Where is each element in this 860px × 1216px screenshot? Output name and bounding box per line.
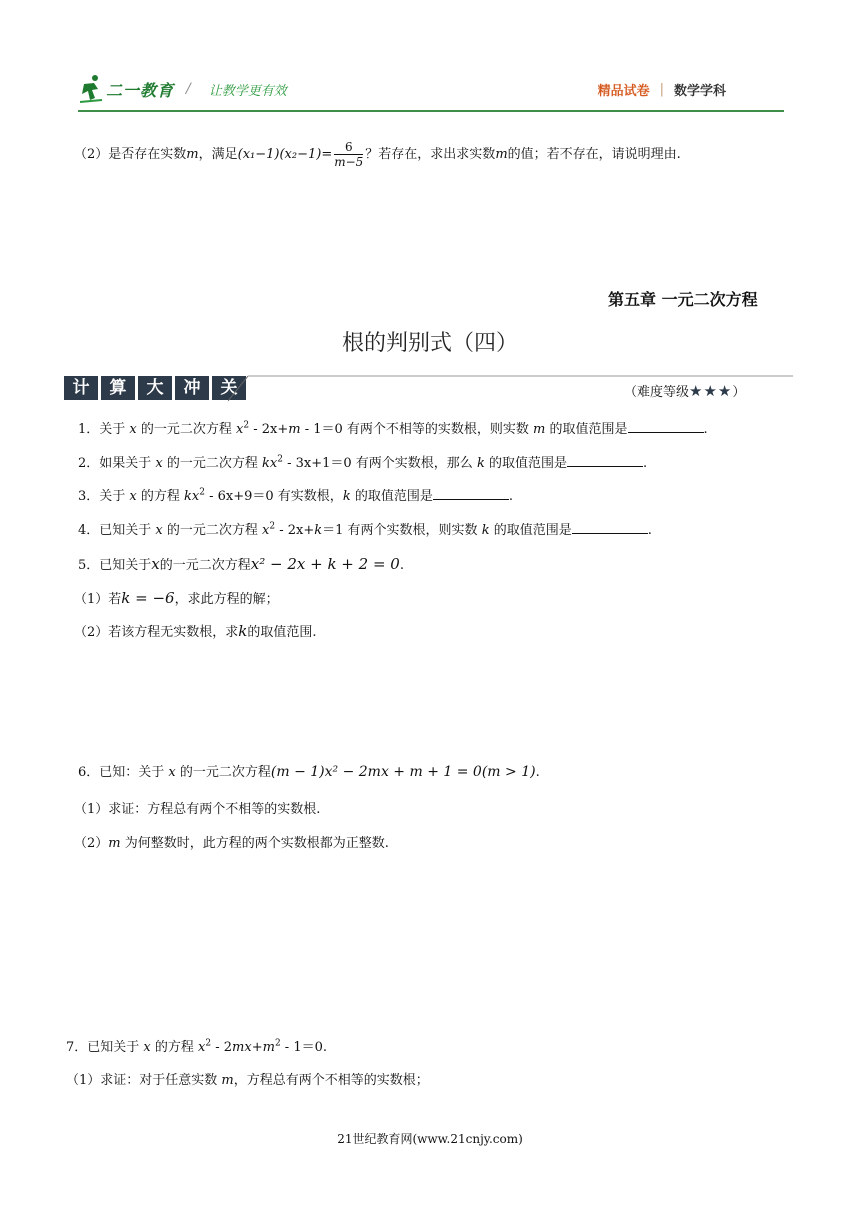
logo-slogan: 让教学更有效 bbox=[208, 83, 287, 99]
header-label: 精品试卷 bbox=[597, 84, 650, 99]
frac-num: 6 bbox=[334, 140, 363, 155]
var: k bbox=[238, 622, 248, 640]
page-footer: 21世纪教育网(www.21cnjy.com) bbox=[337, 1132, 523, 1146]
page-title: 根的判别式（四） bbox=[341, 331, 518, 356]
var: m bbox=[221, 1073, 234, 1088]
var: x bbox=[168, 765, 176, 780]
question-7-part1 bbox=[66, 1071, 429, 1091]
banner-char: 大 bbox=[138, 376, 172, 400]
text: 为何整数时，此方程的两个实数根都为正整数. bbox=[120, 836, 389, 851]
difficulty-label: （难度等级 bbox=[624, 385, 690, 400]
text: 的方程 bbox=[150, 1040, 199, 1055]
var: k bbox=[314, 523, 323, 538]
header-logo bbox=[78, 72, 287, 106]
formula: x² − 2x + k + 2 = 0 bbox=[250, 555, 400, 573]
header-separator: | bbox=[659, 82, 664, 97]
var: x bbox=[262, 523, 270, 538]
difficulty-close: ） bbox=[732, 385, 746, 400]
text: ，满足 bbox=[198, 147, 238, 162]
text: ，方程总有两个不相等的实数根； bbox=[233, 1073, 429, 1088]
text: ？若存在，求出求实数 bbox=[365, 147, 496, 162]
var: m bbox=[533, 422, 546, 437]
var: m bbox=[186, 147, 199, 162]
text: （1）若 bbox=[74, 592, 122, 607]
text: 7．已知关于 bbox=[66, 1040, 144, 1055]
header-divider bbox=[78, 110, 784, 112]
text: . bbox=[647, 523, 652, 538]
var: mx bbox=[232, 1040, 252, 1055]
text: - 2x+ bbox=[275, 523, 315, 538]
text: （2）若该方程无实数根，求 bbox=[74, 625, 239, 640]
var: x bbox=[191, 489, 200, 504]
header-right bbox=[598, 80, 726, 99]
text: 的一元二次方程 bbox=[136, 422, 237, 437]
text: 的取值范围是 bbox=[350, 489, 433, 504]
var: x bbox=[236, 422, 244, 437]
text: 的一元二次方程 bbox=[159, 558, 251, 573]
text: （2）是否存在实数 bbox=[74, 147, 187, 162]
difficulty-rating bbox=[624, 381, 745, 400]
fraction bbox=[334, 140, 363, 169]
answer-blank[interactable] bbox=[433, 485, 509, 500]
section-banner bbox=[64, 376, 249, 400]
question-6-part1: （1）求证：方程总有两个不相等的实数根. bbox=[74, 802, 321, 817]
var: m bbox=[288, 422, 301, 437]
var: k bbox=[342, 489, 351, 504]
text: 的取值范围. bbox=[247, 625, 317, 640]
text: 1．关于 bbox=[78, 422, 130, 437]
text: - 3x+1＝0 有两个实数根，那么 bbox=[282, 456, 477, 471]
text: 3．关于 bbox=[78, 489, 130, 504]
var: k bbox=[262, 456, 270, 471]
var: x bbox=[129, 422, 137, 437]
question-3: 3．关于 x 的方程 $kx^2 - 6x+9=0$ 有实数根，k 的取值范围是 . bbox=[78, 485, 513, 507]
text: 的一元二次方程 bbox=[175, 765, 271, 780]
star-icon: ★★★ bbox=[689, 382, 733, 400]
text: 6．已知：关于 bbox=[78, 765, 169, 780]
question-6 bbox=[78, 762, 540, 783]
text: . bbox=[642, 456, 648, 471]
var: x bbox=[155, 523, 163, 538]
text: - 2x+ bbox=[249, 422, 289, 437]
prev-question-part2 bbox=[74, 140, 681, 169]
text: ，求此方程的解； bbox=[174, 592, 279, 607]
text: - 1＝0 有两个不相等的实数根，则实数 bbox=[300, 422, 534, 437]
text: 2．如果关于 bbox=[78, 456, 156, 471]
text: . bbox=[535, 765, 540, 780]
var: m bbox=[495, 147, 508, 162]
logo-slash: / bbox=[186, 81, 191, 97]
text: 4．已知关于 bbox=[78, 523, 156, 538]
var: k bbox=[184, 489, 192, 504]
banner-char: 关 bbox=[212, 376, 246, 400]
text: （2） bbox=[74, 836, 109, 851]
text: . bbox=[508, 489, 513, 504]
var: x bbox=[151, 555, 160, 573]
question-6-part2 bbox=[74, 834, 389, 854]
banner-char: 算 bbox=[101, 376, 135, 400]
chapter-heading: 第五章 一元二次方程 bbox=[608, 290, 758, 309]
text: 的取值范围是 bbox=[484, 456, 567, 471]
banner-char: 冲 bbox=[175, 376, 209, 400]
question-4: 4．已知关于 x 的一元二次方程 $x^2 - 2x+k=1$ 有两个实数根，则实数 k 的取值范围是 . bbox=[78, 519, 652, 541]
question-7: 7．已知关于 x 的方程 $x^2 - 2mx+m^2 - 1=0$. bbox=[66, 1038, 328, 1055]
formula: (x₁−1)(x₂−1)= bbox=[237, 147, 333, 162]
header-subject: 数学学科 bbox=[673, 84, 726, 99]
text: 的一元二次方程 bbox=[162, 456, 263, 471]
text: . bbox=[399, 558, 404, 573]
text: - 2 bbox=[211, 1040, 233, 1055]
var: x bbox=[198, 1040, 206, 1055]
var: x bbox=[269, 456, 278, 471]
var: m bbox=[262, 1040, 275, 1055]
var: k bbox=[476, 456, 485, 471]
text: ＝1 有两个实数根，则实数 bbox=[322, 523, 482, 538]
text: - 1＝0. bbox=[280, 1040, 328, 1055]
text: 的取值范围是 bbox=[545, 422, 628, 437]
var: k bbox=[481, 523, 490, 538]
text: 的一元二次方程 bbox=[162, 523, 263, 538]
var: x bbox=[143, 1040, 151, 1055]
var: m bbox=[108, 836, 121, 851]
text: 的方程 bbox=[136, 489, 185, 504]
text: 5．已知关于 bbox=[78, 558, 152, 573]
answer-blank[interactable] bbox=[567, 452, 643, 467]
text: （1）求证：对于任意实数 bbox=[66, 1073, 222, 1088]
text: 的值；若不存在，请说明理由. bbox=[507, 147, 681, 162]
question-1: 1．关于 x 的一元二次方程 $x^2 - 2x+m - 1=0$ 有两个不相等的实数根，则实数 m 的取值范围是 . bbox=[78, 418, 708, 440]
logo-brand-text: 二一教育 bbox=[106, 80, 175, 100]
text: - 6x+9＝0 有实数根， bbox=[204, 489, 343, 504]
formula: k = −6 bbox=[121, 589, 175, 607]
text: 的取值范围是 bbox=[489, 523, 572, 538]
text: . bbox=[703, 422, 708, 437]
formula: (m − 1)x² − 2mx + m + 1 = 0(m > 1) bbox=[270, 764, 536, 780]
banner-char: 计 bbox=[64, 376, 98, 400]
question-5-part2 bbox=[74, 621, 317, 643]
var: x bbox=[129, 489, 137, 504]
runner-logo-icon bbox=[78, 74, 104, 104]
question-5 bbox=[78, 554, 404, 576]
question-2: 2．如果关于 x 的一元二次方程 $kx^2 - 3x+1=0$ 有两个实数根，那么 k 的取值范围是 . bbox=[78, 452, 647, 474]
text: + bbox=[251, 1040, 263, 1055]
answer-blank[interactable] bbox=[572, 519, 648, 534]
frac-den: m−5 bbox=[334, 155, 364, 169]
var: x bbox=[155, 456, 163, 471]
question-5-part1 bbox=[74, 588, 279, 610]
answer-blank[interactable] bbox=[628, 418, 704, 433]
